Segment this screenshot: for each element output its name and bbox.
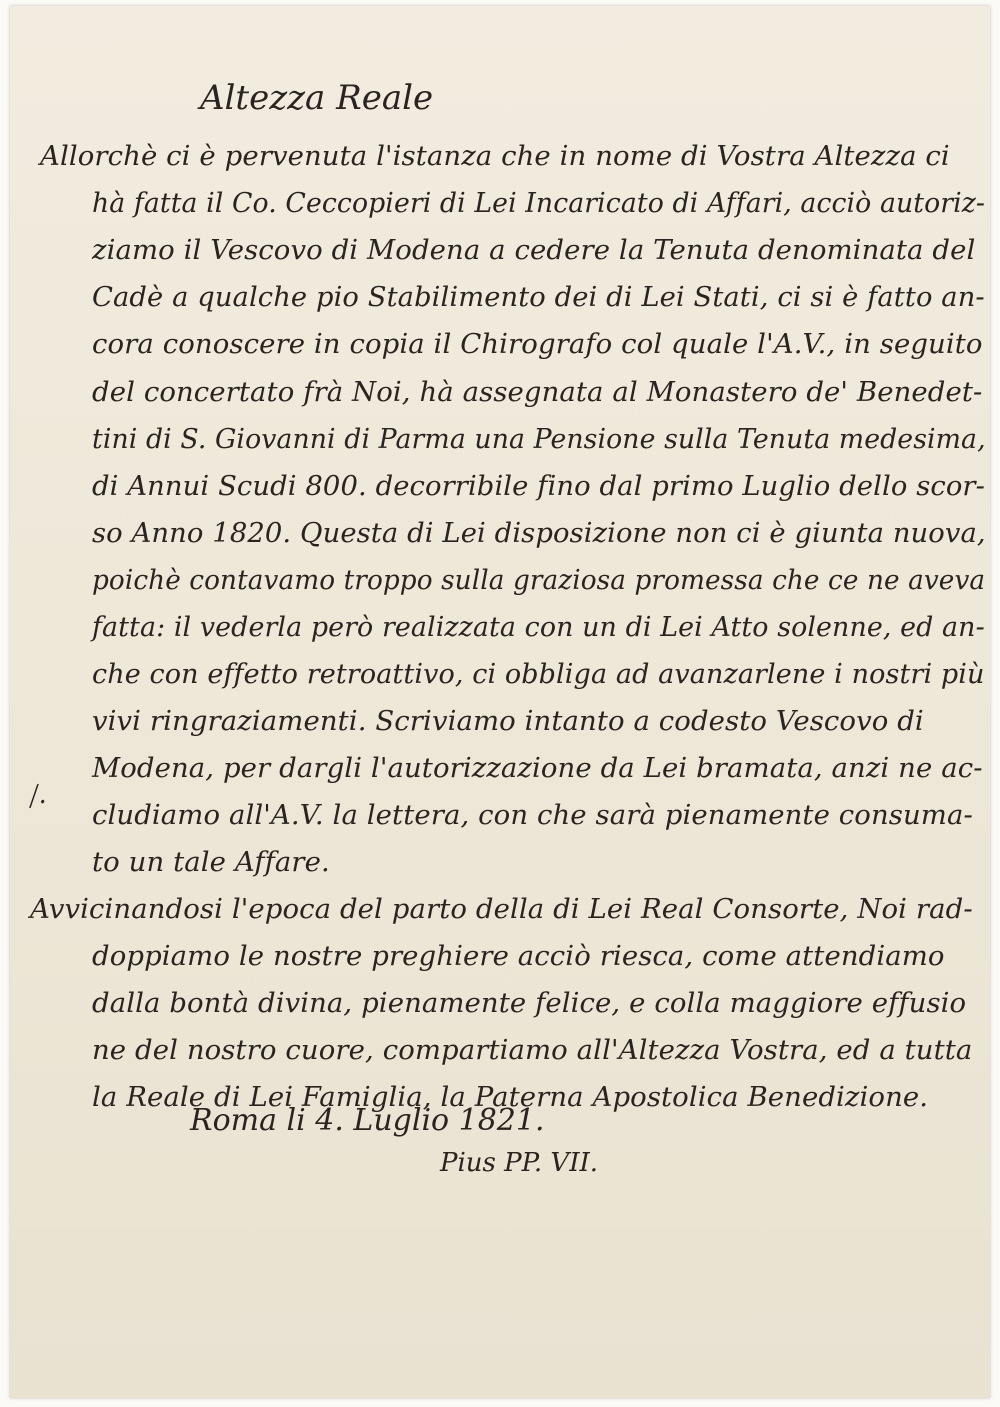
letter-page <box>10 6 990 1398</box>
letter-line: Allorchè ci è pervenuta l'istanza che in nome di Vostra Altezza ci <box>40 140 950 172</box>
letter-line: poichè contavamo troppo sulla graziosa promessa che ce ne aveva <box>92 564 986 596</box>
letter-line: di Annui Scudi 800. decorribile fino dal primo Luglio dello scor- <box>92 470 985 502</box>
letter-line: fatta: il vederla però realizzata con un di Lei Atto solenne, ed an- <box>92 611 985 643</box>
letter-line: ne del nostro cuore, compartiamo all'Altezza Vostra, ed a tutta <box>92 1034 973 1066</box>
letter-line: so Anno 1820. Questa di Lei disposizione non ci è giunta nuova, <box>92 517 986 549</box>
signature: Pius PP. VII. <box>440 1148 598 1178</box>
letter-line: la Reale di Lei Famiglia, la Paterna Apostolica Benedizione. <box>92 1081 929 1113</box>
letter-line: cora conoscere in copia il Chirografo col quale l'A.V., in seguito <box>92 328 983 360</box>
letter-line: Modena, per dargli l'autorizzazione da Lei bramata, anzi ne ac- <box>92 752 983 784</box>
letter-line: ziamo il Vescovo di Modena a cedere la Tenuta denominata del <box>92 234 976 266</box>
letter-line: Avvicinandosi l'epoca del parto della di Lei Real Consorte, Noi rad- <box>30 893 973 925</box>
letter-line: che con effetto retroattivo, ci obbliga ad avanzarlene i nostri più <box>92 658 985 690</box>
letter-line: to un tale Affare. <box>92 846 330 878</box>
letter-line: hà fatta il Co. Ceccopieri di Lei Incaricato di Affari, acciò autoriz- <box>92 187 986 219</box>
letter-line: doppiamo le nostre preghiere acciò riesca, come attendiamo <box>92 940 945 972</box>
letter-line: del concertato frà Noi, hà assegnata al Monastero de' Benedet- <box>92 376 983 408</box>
letter-line: tini di S. Giovanni di Parma una Pensione sulla Tenuta medesima, <box>92 423 986 455</box>
letter-dateline: Roma li 4. Luglio 1821. <box>190 1103 545 1138</box>
letter-line: cludiamo all'A.V. la lettera, con che sarà pienamente consuma- <box>92 799 973 831</box>
letter-salutation: Altezza Reale <box>200 78 434 118</box>
letter-line: vivi ringraziamenti. Scriviamo intanto a codesto Vescovo di <box>92 705 924 737</box>
letter-line: Cadè a qualche pio Stabilimento dei di Lei Stati, ci si è fatto an- <box>92 281 985 313</box>
margin-mark: ⁄. <box>27 779 50 813</box>
letter-line: dalla bontà divina, pienamente felice, e colla maggiore effusio <box>92 987 967 1019</box>
